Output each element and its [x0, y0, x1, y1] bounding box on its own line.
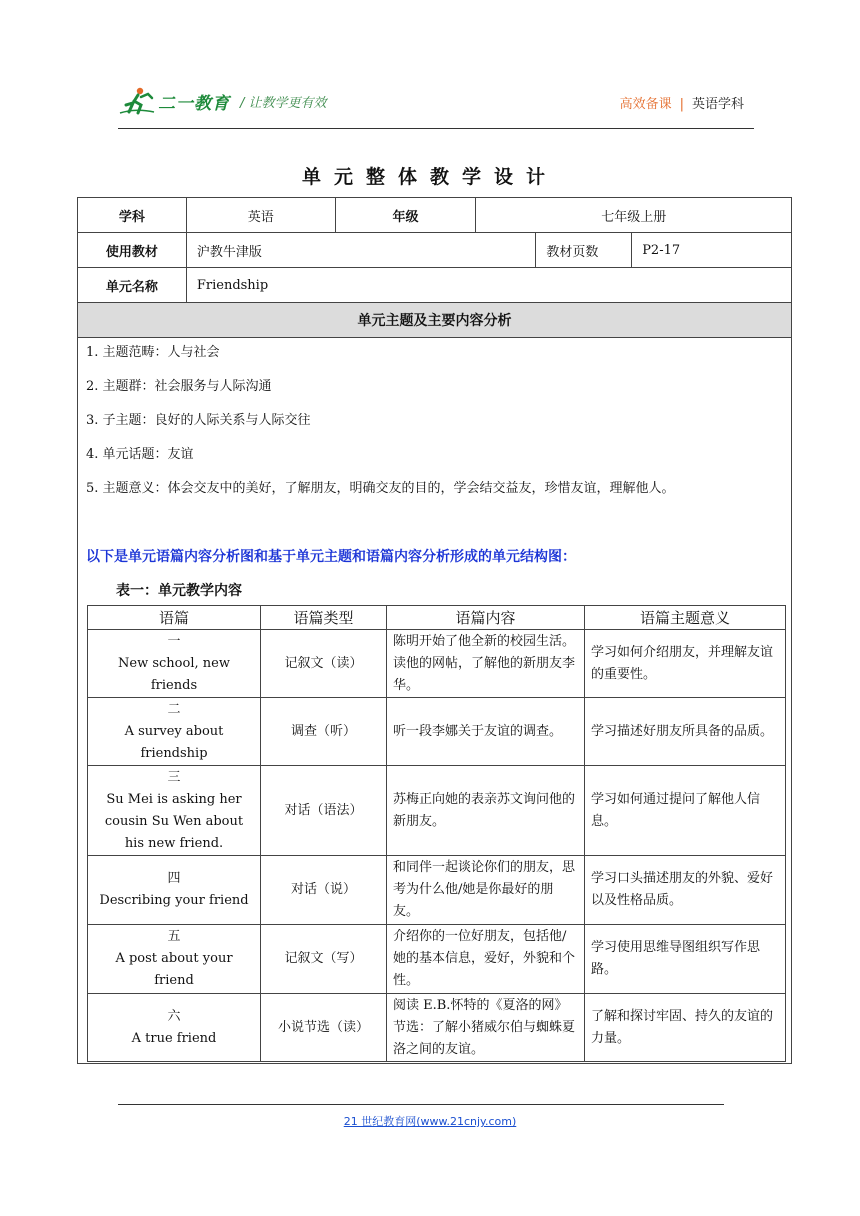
passage-number: 二 — [167, 701, 181, 717]
table-caption: 表一：单元教学内容 — [116, 583, 242, 599]
passage-title: Describing your friend — [99, 893, 249, 908]
column-header: 语篇内容 — [387, 606, 585, 630]
passage-number: 六 — [167, 1008, 181, 1024]
passage-content: 苏梅正向她的表亲苏文询问他的新朋友。 — [387, 766, 585, 856]
analysis-content — [77, 337, 792, 1064]
table-row — [88, 925, 786, 994]
header-divider — [118, 128, 754, 129]
passage-type: 调查（听） — [261, 698, 387, 766]
pages-label: 教材页数 — [536, 233, 632, 268]
passage-number: 五 — [167, 929, 181, 944]
table-header-row — [88, 606, 786, 630]
subject-label: 学科 — [78, 198, 187, 233]
table-row — [88, 630, 786, 698]
theme-item: 1. 主题范畴：人与社会 — [86, 345, 220, 360]
passage-cell — [88, 856, 261, 925]
passage-type: 对话（说） — [261, 856, 387, 925]
passage-number: 三 — [167, 769, 181, 785]
table-row — [88, 766, 786, 856]
header-separator: | — [679, 97, 684, 112]
grade-label: 年级 — [335, 198, 476, 233]
passage-content: 介绍你的一位好朋友，包括他/她的基本信息，爱好，外貌和个性。 — [387, 925, 585, 994]
passage-type: 记叙文（读） — [261, 630, 387, 698]
footer-divider — [118, 1104, 724, 1105]
passage-type: 记叙文（写） — [261, 925, 387, 994]
unit-name-value: Friendship — [186, 268, 791, 303]
passage-meaning: 学习如何介绍朋友，并理解友谊的重要性。 — [585, 630, 786, 698]
passage-cell — [88, 698, 261, 766]
passage-title: A post about your friend — [115, 951, 233, 988]
unit-name-label: 单元名称 — [78, 268, 187, 303]
passage-title: A survey about friendship — [124, 723, 224, 761]
passage-content: 听一段李娜关于友谊的调查。 — [387, 698, 585, 766]
column-header: 语篇主题意义 — [585, 606, 786, 630]
textbook-value: 沪教牛津版 — [186, 233, 535, 268]
slogan: / 让教学更有效 — [240, 96, 327, 111]
passage-title: A true friend — [131, 1030, 217, 1046]
passage-content: 和同伴一起谈论你们的朋友，思考为什么他/她是你最好的朋友。 — [387, 856, 585, 925]
header-subject-label: 英语学科 — [691, 97, 744, 112]
passage-meaning: 学习描述好朋友所具备的品质。 — [585, 698, 786, 766]
passage-content: 阅读 E.B.怀特的《夏洛的网》节选：了解小猪威尔伯与蜘蛛夏洛之间的友谊。 — [387, 994, 585, 1062]
theme-item: 2. 主题群：社会服务与人际沟通 — [86, 379, 272, 394]
passage-number: 一 — [167, 633, 181, 649]
passage-cell — [88, 925, 261, 994]
table-row — [88, 994, 786, 1062]
theme-item: 3. 子主题：良好的人际关系与人际交往 — [86, 413, 311, 428]
passage-content: 陈明开始了他全新的校园生活。读他的网帖，了解他的新朋友李华。 — [387, 630, 585, 698]
passage-cell — [88, 766, 261, 856]
header-accent-label: 高效备课 — [619, 97, 672, 112]
passage-type: 对话（语法） — [261, 766, 387, 856]
page-header — [118, 82, 754, 126]
brand-logo[interactable] — [118, 86, 230, 116]
table-row — [88, 698, 786, 766]
theme-item: 5. 主题意义：体会交友中的美好，了解朋友，明确交友的目的，学会结交益友，珍惜友谊，理解他人。 — [86, 481, 675, 496]
column-header: 语篇 — [88, 606, 261, 630]
passage-meaning: 了解和探讨牢固、持久的友谊的力量。 — [585, 994, 786, 1062]
header-right — [620, 93, 744, 112]
theme-item: 4. 单元话题：友谊 — [86, 447, 194, 462]
structure-intro: 以下是单元语篇内容分析图和基于单元主题和语篇内容分析形成的单元结构图： — [86, 549, 576, 565]
passage-meaning: 学习如何通过提问了解他人信息。 — [585, 766, 786, 856]
document-title: 单元整体教学设计 — [301, 166, 558, 188]
subject-value: 英语 — [186, 198, 335, 233]
passage-meaning: 学习使用思维导图组织写作思路。 — [585, 925, 786, 994]
footer-website-link[interactable]: 21 世纪教育网(www.21cnjy.com) — [343, 1115, 517, 1128]
textbook-label: 使用教材 — [78, 233, 187, 268]
column-header: 语篇类型 — [261, 606, 387, 630]
passage-cell — [88, 994, 261, 1062]
passage-meaning: 学习口头描述朋友的外貌、爱好以及性格品质。 — [585, 856, 786, 925]
passage-title: New school, new friends — [118, 655, 230, 693]
grade-value: 七年级上册 — [476, 198, 792, 233]
section-heading: 单元主题及主要内容分析 — [78, 303, 792, 338]
passage-number: 四 — [167, 871, 181, 886]
logo-text: 二一教育 — [158, 93, 230, 114]
passage-title: Su Mei is asking her cousin Su Wen about his new friend. — [104, 791, 244, 851]
passage-table — [87, 605, 786, 1062]
table-row — [88, 856, 786, 925]
running-figure-icon — [118, 86, 156, 116]
unit-info-table — [77, 197, 792, 338]
passage-cell — [88, 630, 261, 698]
passage-type: 小说节选（读） — [261, 994, 387, 1062]
theme-list — [86, 343, 675, 513]
pages-value: P2-17 — [632, 233, 792, 268]
